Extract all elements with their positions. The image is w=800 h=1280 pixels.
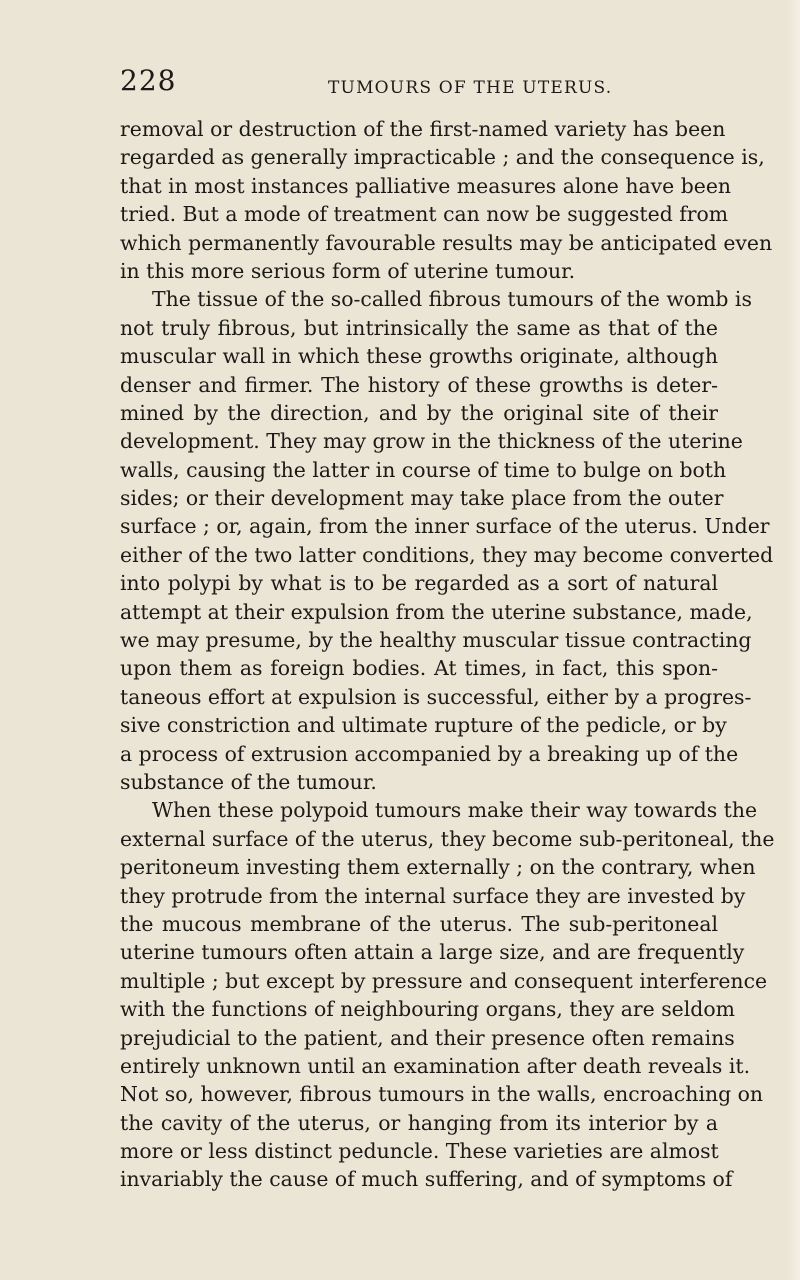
- page-edge: [786, 0, 800, 1280]
- text-line: which permanently favourable results may be anticipated even: [120, 230, 773, 255]
- text-line: entirely unknown until an examination after death reveals it.: [120, 1053, 751, 1078]
- text-line: into polypi by what is to be regarded as a sort of natural: [120, 571, 718, 596]
- text-line: regarded as generally impracticable ; and the consequence is,: [120, 145, 765, 170]
- text-line: sides; or their development may take place from the outer: [120, 486, 724, 511]
- text-line: taneous effort at expulsion is successful, either by a progres-: [120, 684, 752, 709]
- text-line: multiple ; but except by pressure and consequent interference: [120, 968, 768, 993]
- text-line: walls, causing the latter in course of time to bulge on both: [120, 457, 727, 482]
- text-line: they protrude from the internal surface they are invested by: [120, 883, 746, 908]
- text-line: Not so, however, fibrous tumours in the walls, encroaching on: [120, 1082, 764, 1107]
- text-line: a process of extrusion accompanied by a breaking up of the: [120, 741, 739, 766]
- text-line: muscular wall in which these growths originate, although: [120, 344, 718, 369]
- body-text: [120, 115, 775, 1194]
- text-line: in this more serious form of uterine tumour.: [120, 258, 576, 283]
- text-line: attempt at their expulsion from the uterine substance, made,: [120, 599, 753, 624]
- text-line: invariably the cause of much suffering, and of symptoms of: [120, 1167, 733, 1192]
- text-line: external surface of the uterus, they become sub-peritoneal, the: [120, 826, 775, 851]
- text-line: more or less distinct peduncle. These varieties are almost: [120, 1139, 719, 1164]
- text-line: the mucous membrane of the uterus. The sub-peritoneal: [120, 911, 718, 936]
- text-line: substance of the tumour.: [120, 769, 377, 794]
- text-line: either of the two latter conditions, they may become converted: [120, 542, 774, 567]
- text-line: with the functions of neighbouring organs, they are seldom: [120, 997, 735, 1022]
- text-line: prejudicial to the patient, and their presence often remains: [120, 1025, 735, 1050]
- text-line: tried. But a mode of treatment can now be suggested from: [120, 202, 729, 227]
- text-line: surface ; or, again, from the inner surface of the uterus. Under: [120, 514, 770, 539]
- text-line: peritoneum investing them externally ; on the contrary, when: [120, 855, 756, 880]
- page-number: 228: [120, 64, 177, 97]
- text-line: The tissue of the so-called fibrous tumours of the womb is: [152, 287, 752, 312]
- text-line: upon them as foreign bodies. At times, in fact, this spon-: [120, 656, 718, 681]
- text-line: sive constriction and ultimate rupture of the pedicle, or by: [120, 713, 727, 738]
- text-line: removal or destruction of the first-named variety has been: [120, 117, 726, 141]
- text-line: uterine tumours often attain a large size, and are frequently: [120, 940, 745, 965]
- text-line: denser and firmer. The history of these growths is deter-: [120, 372, 718, 397]
- running-title: TUMOURS OF THE UTERUS.: [328, 78, 613, 98]
- text-line: development. They may grow in the thickness of the uterine: [120, 429, 743, 454]
- text-line: we may presume, by the healthy muscular tissue contracting: [120, 628, 752, 653]
- text-line: mined by the direction, and by the original site of their: [120, 400, 718, 425]
- text-line: the cavity of the uterus, or hanging from its interior by a: [120, 1110, 718, 1135]
- text-line: that in most instances palliative measures alone have been: [120, 173, 732, 198]
- page-header: [120, 64, 718, 104]
- text-line: When these polypoid tumours make their way towards the: [152, 798, 758, 823]
- text-line: not truly fibrous, but intrinsically the same as that of the: [120, 315, 718, 340]
